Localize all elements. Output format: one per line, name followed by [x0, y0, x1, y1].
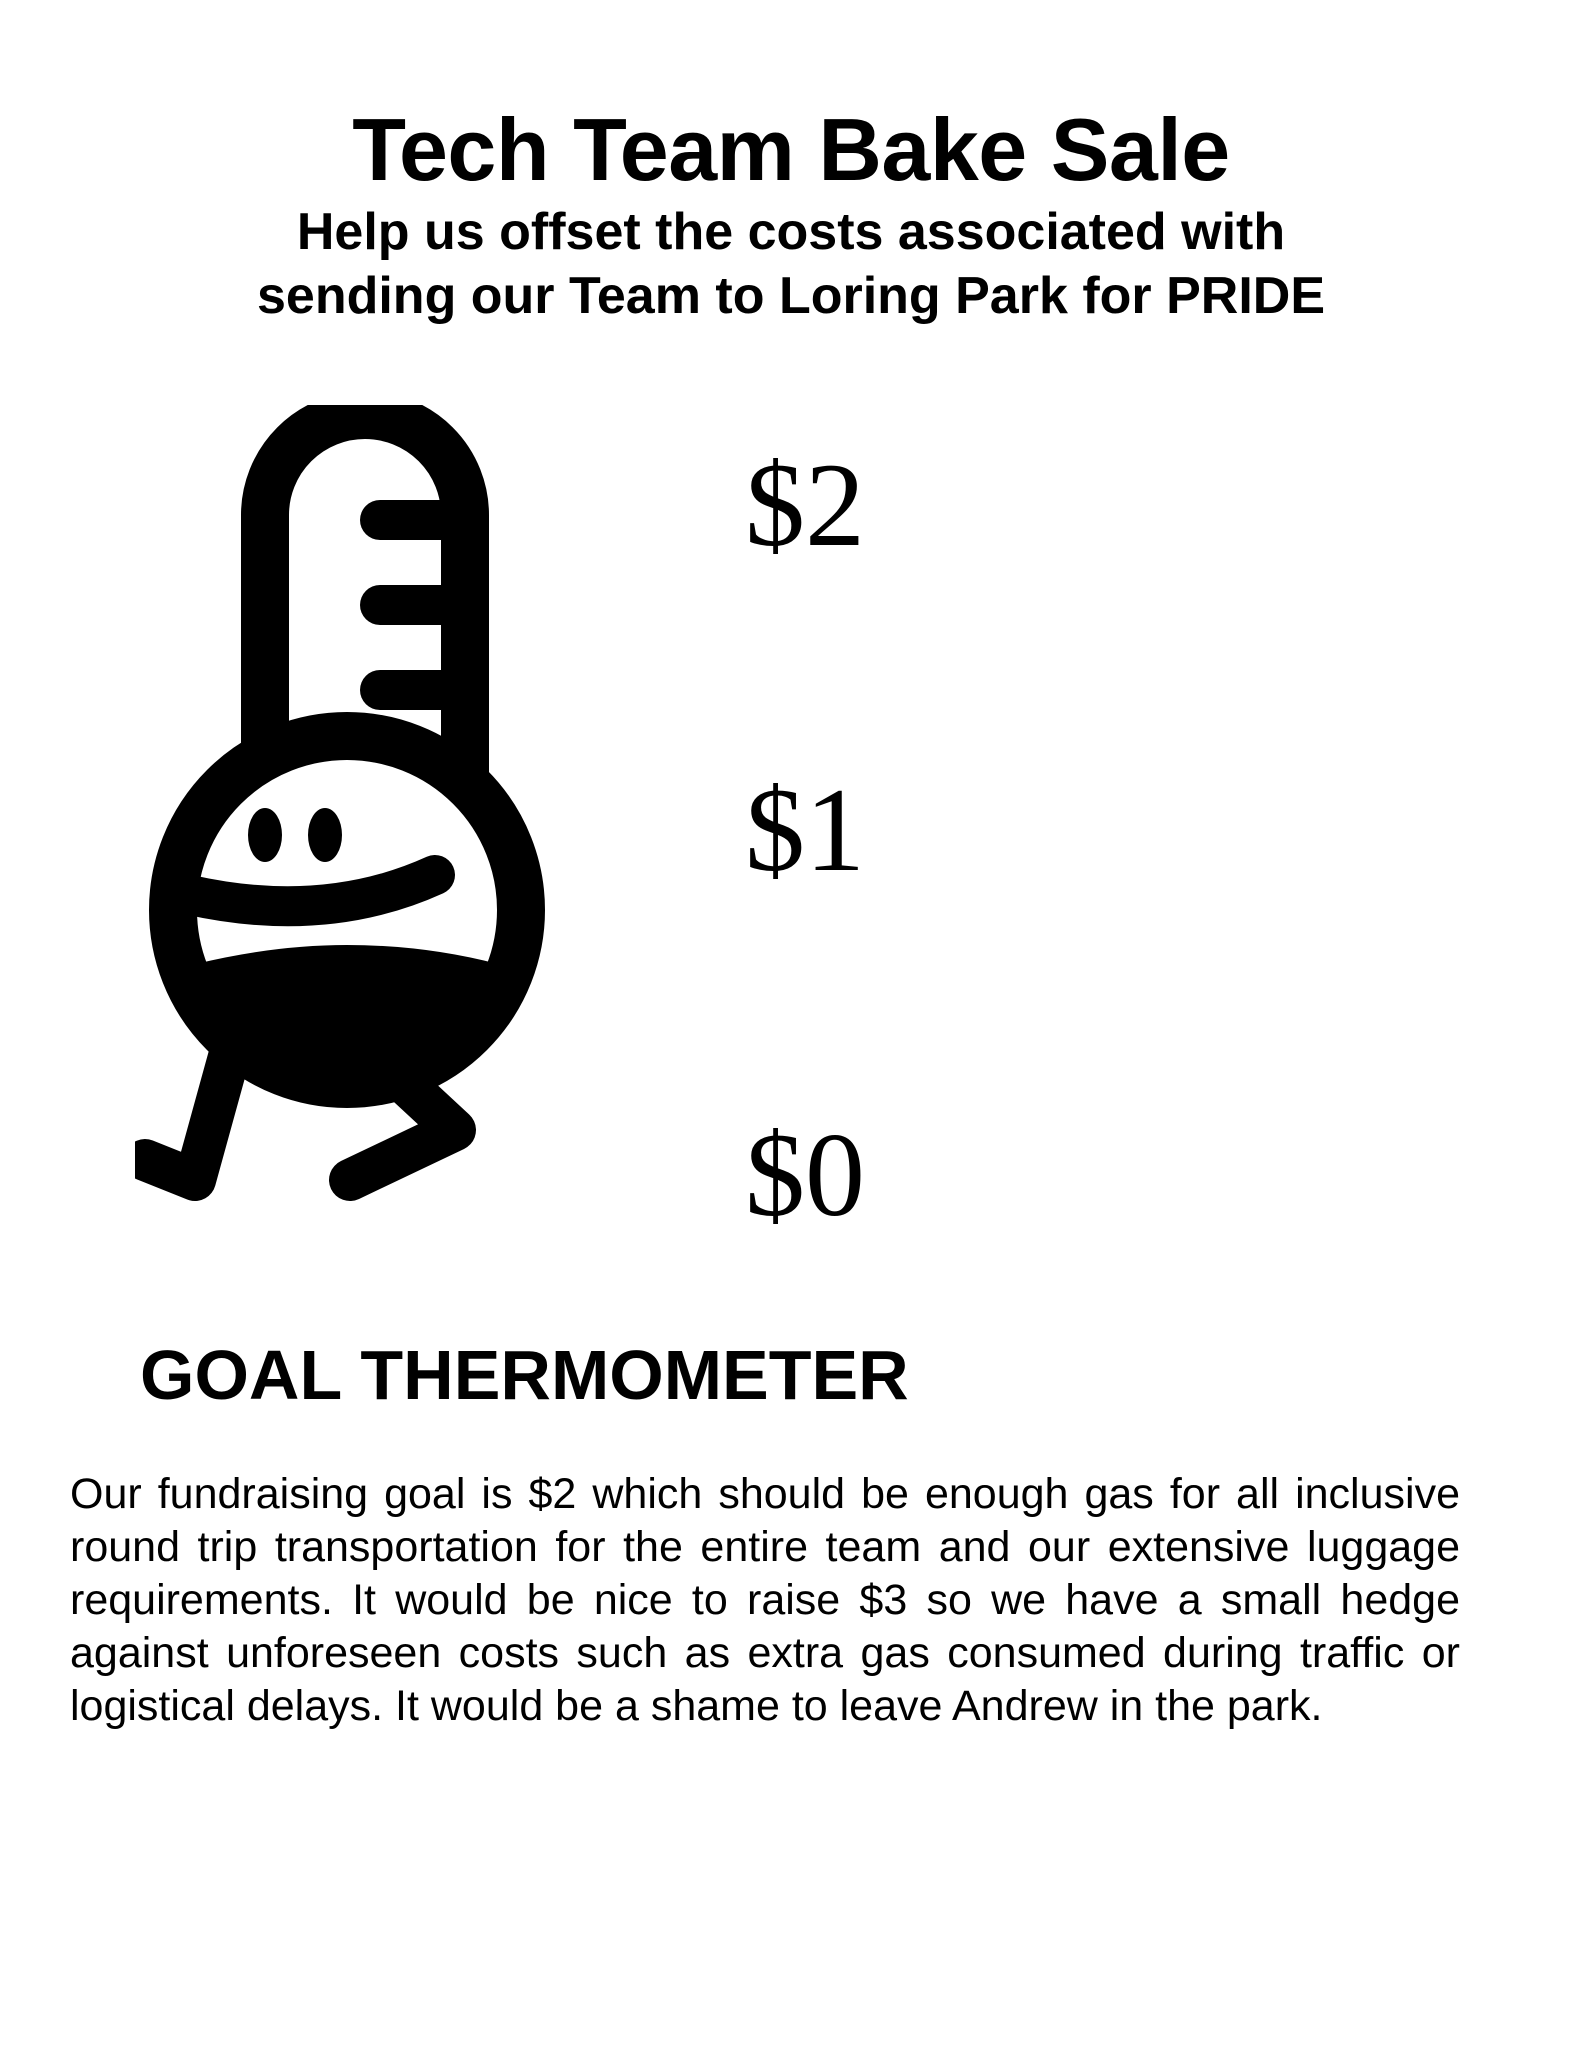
thermometer-mascot-icon: [135, 405, 575, 1245]
page-title: Tech Team Bake Sale: [352, 100, 1230, 199]
right-eye: [308, 808, 342, 862]
subtitle-line-1: Help us offset the costs associated with: [296, 203, 1286, 261]
scale-label-0: $0: [745, 1108, 865, 1241]
scale-label-2: $2: [745, 438, 865, 571]
goal-heading: GOAL THERMOMETER: [140, 1336, 909, 1414]
goal-description: Our fundraising goal is $2 which should be enough gas for all inclusive round trip transportation for the entire team and our extensive luggage requirements. It would be nice to raise $3 so we have a small hedge against unforeseen costs such as extra gas consumed during traffic or logistical delays. It would be a shame to leave Andrew in the park.: [70, 1470, 1460, 1730]
subtitle-line-2: sending our Team to Loring Park for PRIDE: [256, 267, 1326, 325]
left-eye: [248, 808, 282, 862]
page-subtitle: [0, 200, 1582, 328]
scale-label-1: $1: [745, 763, 865, 896]
left-leg: [145, 1035, 235, 1180]
